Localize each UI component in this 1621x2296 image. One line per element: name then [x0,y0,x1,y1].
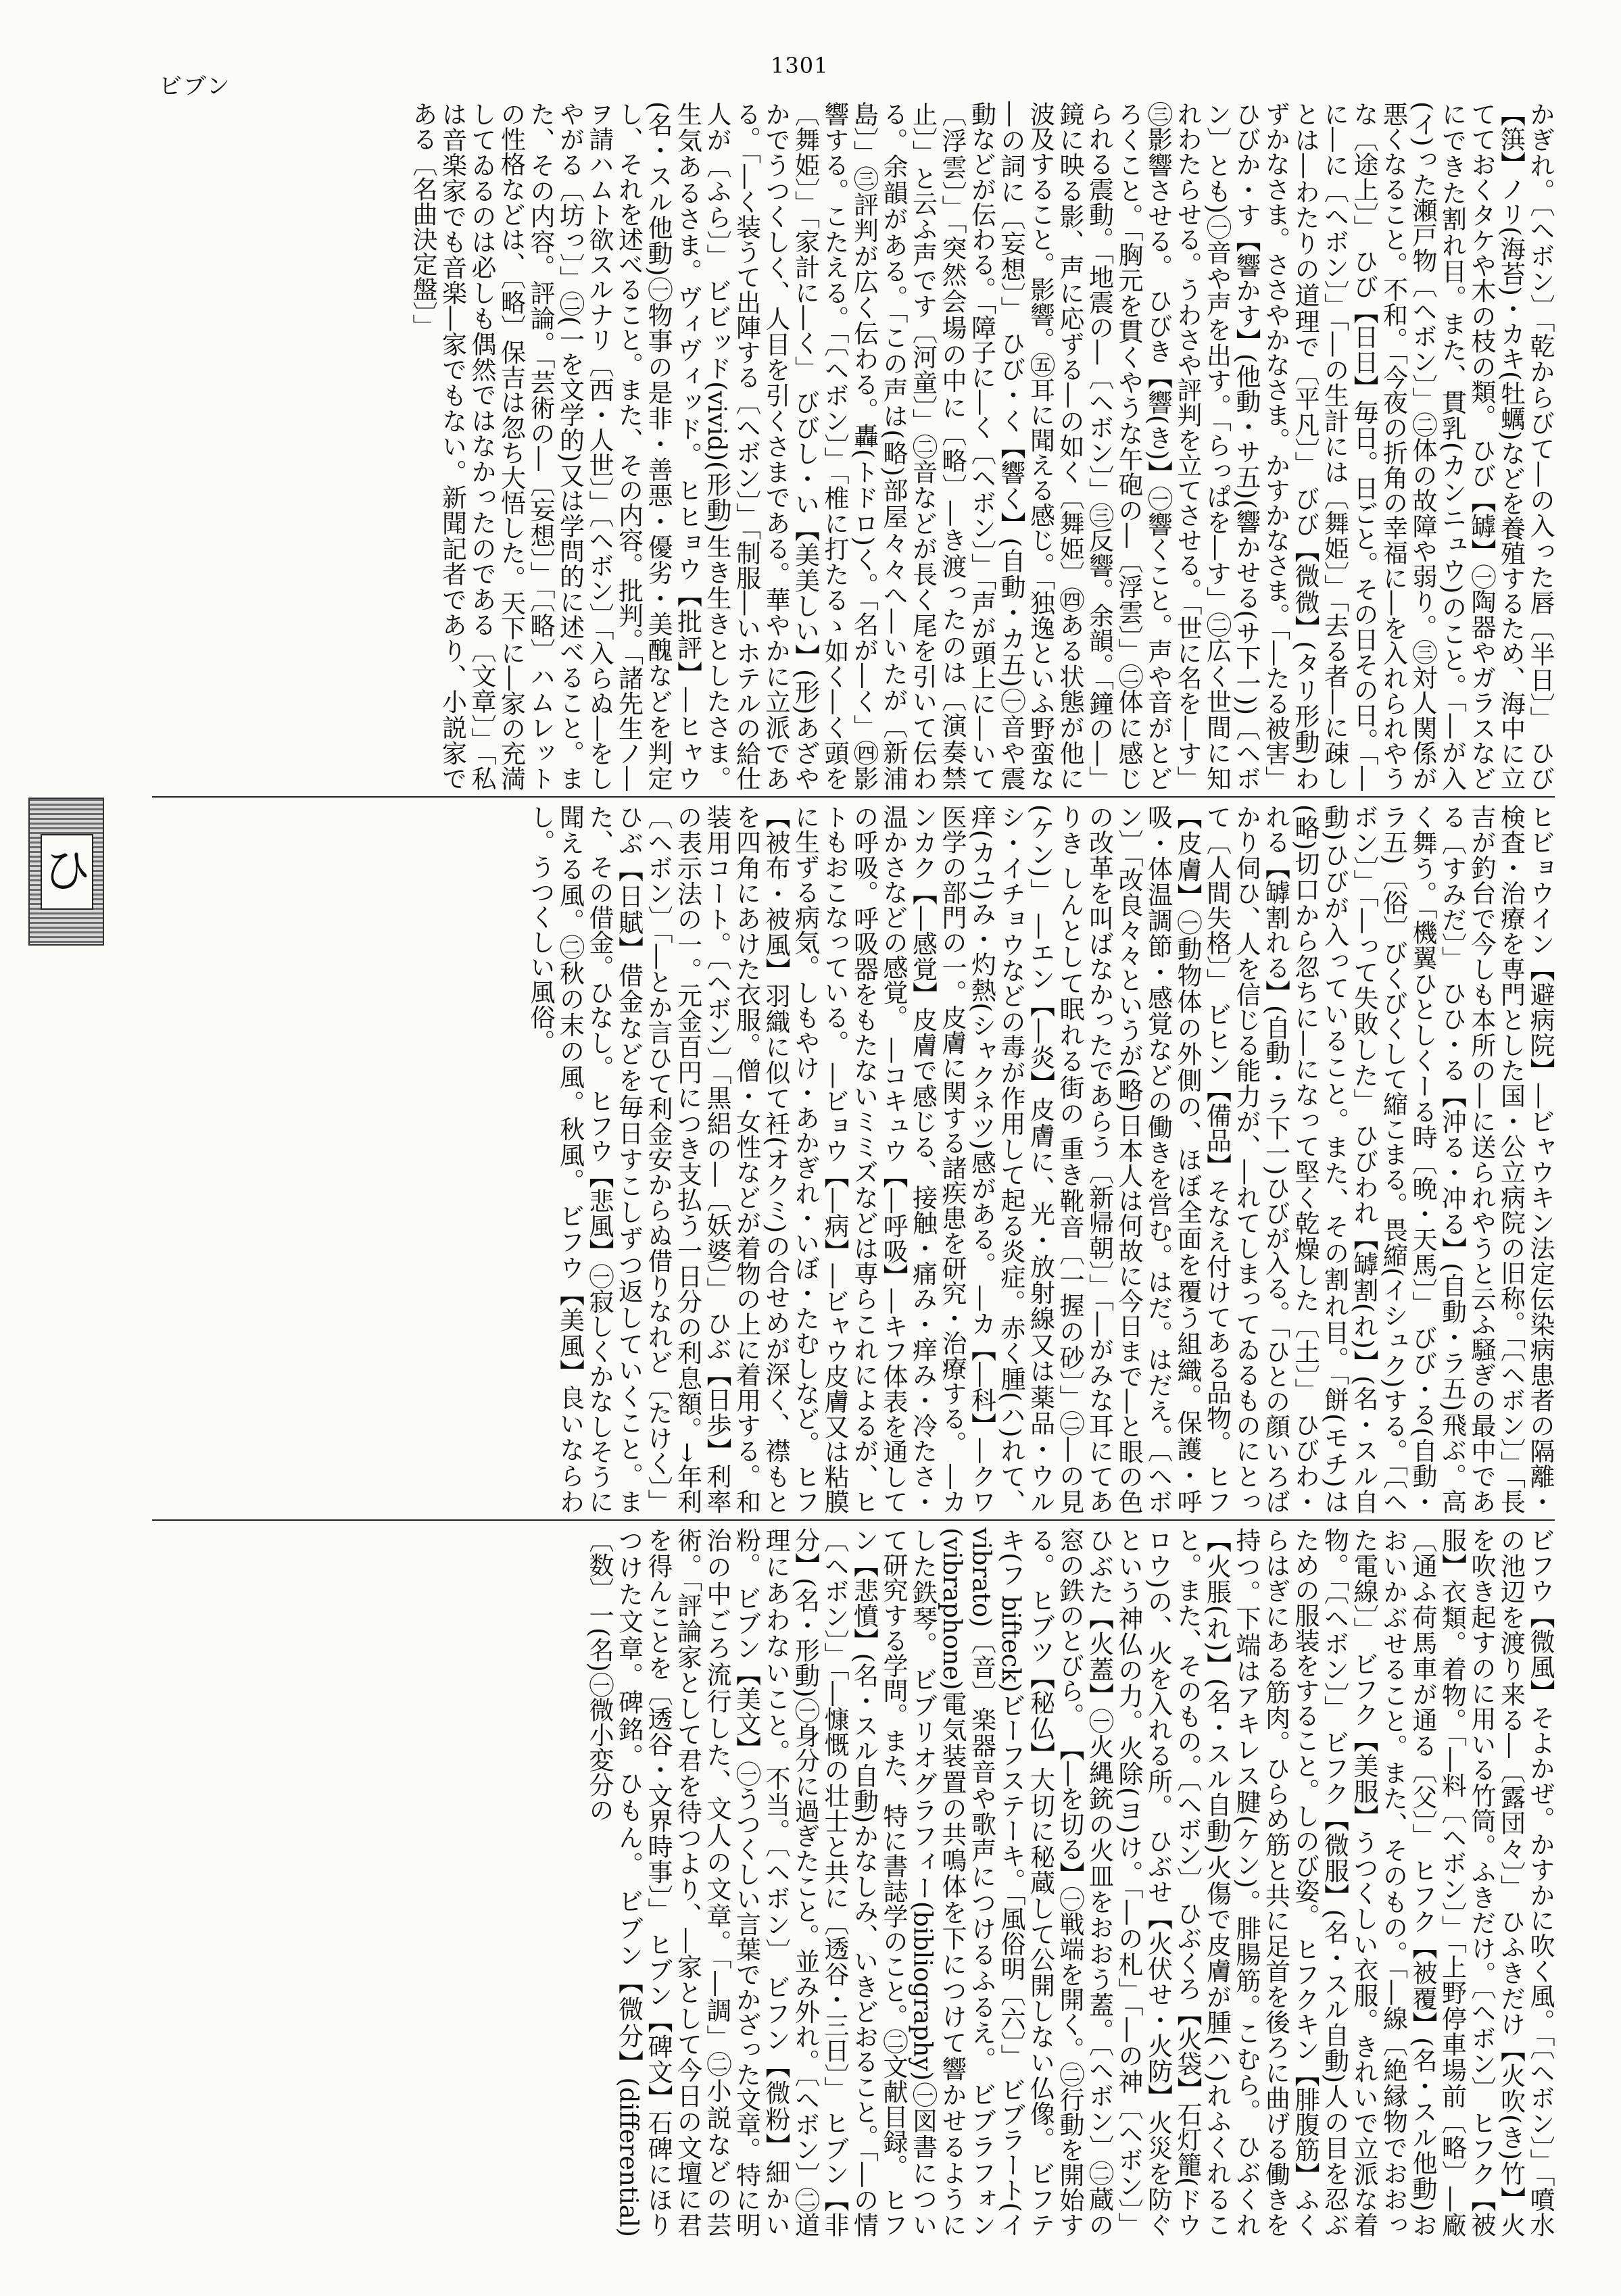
dictionary-tier-bottom [152,1528,1555,2237]
thumb-index-tab [28,798,104,946]
dictionary-entries: かぎれ。〔ヘボン〕「乾からびて―の入った唇〔半日〕」 ひび【篊】ノリ(海苔)・カキ(牡蠣)などを養殖するため、海中に立てておくタケや木の枝の類。 ひび【罅】㊀陶器やガラスなどにできた割れ目。また、貫乳(カンニュウ)のこと。「―が入(イ)った瀬戸物〔ヘボン〕」㊁体の故障や弱り。㊂対人関係が悪くなること。不和。「今夜の折角の幸福に―を入れられやうな〔途上〕」 ひび【日日】毎日。日ごと。その日その日。「―に―に〔ヘボン〕」「―の生計には〔舞姫〕」「去る者―に疎しとは―わたりの道理で〔平凡〕」 びび【微微】(タリ形動)わずかなさま。ささやかなさま。かすかなさま。「―たる被害」 ひびか・す【響かす】(他動・サ五)(響かせる(サ下一))〔ヘボン〕とも)㊀音や声を出す。「らっぱを―す」㊁広く世間に知れわたらせる。うわさや評判を立てさせる。「世に名を―す」㊂影響させる。 ひびき【響(き)】㊀響くこと。声や音がとどろくこと。「胸元を貫くやうな午砲の―〔浮雲〕」㊁体に感じられる震動。「地震の―〔ヘボン〕」㊂反響。余韻。「鐘の―」鏡に映る影、声に応ずる―の如く〔舞姫〕㊃ある状態が他に波及すること。影響。㊄耳に聞える感じ。「独逸といふ野蛮な―の詞に〔妄想〕」 ひび・く【響く】(自動・カ五)㊀音や震動などが伝わる。「障子に―く〔ヘボン〕」「声が頭上に―いて〔浮雲〕」「突然会場の中に〔略〕―き渡ったのは〔演奏禁止〕」と云ふ声です〔河童〕」㊁音などが長く尾を引いて伝わる。余韻がある。「この声は(略)部屋々々へ―いたが〔新浦島〕」㊂評判が広く伝わる。轟(トドロ)く。「名が―く」㊃影響する。こたえる。「〔ヘボン〕」「椎に打たるゝ如く―く頭を〔舞姫〕」「家計に―く」 びびし・い【美美しい】(形)あざやかでうつくしく、人目を引くさまである。華やかに立派である。「―く装うて出陣する〔ヘボン〕」「制服―いホテルの給仕人が〔ふら〕」 ビビッド(vivid)(形動)生き生きとしたさま。生気あるさま。ヴィヴィッド。 ヒヒョウ【批評】―ヒャウ(名・スル他動)㊀物事の是非・善悪・優劣・美醜などを判定し、それを述べること。また、その内容。批判。「諸先生ノ―ヲ請ハムト欲スルナリ〔西・人世〕」〔ヘボン〕「入らぬ―をしやがる〔坊っ〕」㊁(一を文学的)又は学問的に述べること。また、その内容。評論。「芸術の―〔妄想〕」「〔略〕ハムレットの性格などは、〔略〕保吉は忽ち大悟した。天下に―家の充満してゐるのは必しも偶然ではなかったのである〔文章〕」「私は音楽家でも音楽―家でもない。新聞記者であり、小説家である〔名曲決定盤〕」 [408,101,1555,791]
tier-divider [152,1519,1555,1521]
running-head: ビブン [159,73,231,100]
dictionary-tier-top [152,101,1555,791]
vertical-text-columns [152,1528,1555,2237]
tier-divider [152,796,1555,798]
thumb-index-letter: ひ [41,834,93,910]
dictionary-tier-middle [152,804,1555,1514]
dictionary-entries: ヒビョウイン【避病院】―ビャウキン法定伝染病患者の隔離・検査・治療を専門とした国・公立病院の旧称。「〔ヘボン〕」「長吉が釣台で今しも本所の―に送られやうと云ふ騒ぎの最中である〔すみだ〕」 ひひ・る【沖る・冲る】(自動・ラ五)飛ぶ。高く舞う。「機翼ひとしくーる時〔晩・天馬〕」 びび・る(自動・ラ五)〔俗〕びくびくして縮こまる。畏縮(イシュク)する。「〔ヘボン〕」「―って失敗した」 ひびわれ【罅割(れ)】(名・スル自動)ひびが入っていること。また、その割れ目。「餅(モチ)は(略)切口から忽ちに―になって堅く乾燥した〔土〕」 ひびわ・れる【罅割れる】(自動・ラ下一)ひびが入る。「ひとの顔いろばかり伺ひ、人を信じる能力が、―れてしまってゐるものにとって〔人間失格〕」 ビヒン【備品】そなえ付けてある品物。 ヒフ【皮膚】㊀動物体の外側の、ほぼ全面を覆う組織。保護・呼吸・体温調節・感覚などの働きを営む。はだ。はだえ。〔ヘボン〕「改良々々というが(略)日本人は何故に今日まで―と眼の色の改革を叫ばなかったであらう〔新帰朝〕」「―がみな耳にてありき しんとして眠れる街の 重き靴音〔一握の砂〕」㊁―の見(ケン)」 ―エン【―炎】皮膚に、光・放射線又は薬品・ウルシ・イチョウなどの毒が作用して起る炎症。赤く腫(ハ)れて、痒(カユ)み・灼熱(シャクネツ)感がある。 ―カ【―科】―クワ医学の部門の一。皮膚に関する諸疾患を研究・治療する。 ―カンカク【―感覚】皮膚で感じる、接触・痛み・痒み・冷たさ・温かさなどの感覚。 ―コキュウ【―呼吸】―キフ体表を通しての呼吸。呼吸器をもたないミミズなどは専らこれによるが、ヒトもおこなっている。 ―ビョウ【―病】―ビャウ皮膚又は粘膜に生ずる病気。しもやけ・あかぎれ・いぼ・たむしなど。 ヒフ【被布・被風】羽織に似て衽(オクミ)の合せめが深く、襟もとを四角にあけた衣服。僧・女性などが着物の上に着用する。和装用コート。〔ヘボン〕「黒絽の―〔妖婆〕」 ひぶ【日歩】利率の表示法の一。元金百円につき支払う一日分の利息額。→年利〔ヘボン〕「―とか言ひて利金安からぬ借りなれど〔たけく〕」 ひぶ【日賦】借金などを毎日すこしずつ返していくこと。また、その借金。ひなし。 ヒフウ【悲風】㊀寂しくかなしそうに聞える風。㊁秋の末の風。秋風。 ビフウ【美風】良いならわし。うつくしい風俗。 [526,804,1555,1514]
page-number: 1301 [771,53,829,78]
vertical-text-columns [152,101,1555,791]
dictionary-entries: ビフウ【微風】そよかぜ。かすかに吹く風。「〔ヘボン〕」「噴水の池辺を渡り来る―〔露団々〕」 ひふきだけ【火吹(き)竹】火を吹き起すのに用いる竹筒。ふきだけ。〔ヘボン〕 ヒフク【被服】衣類。着物。「―料〔ヘボン〕」「上野停車場前〔略〕―廠〔通ふ荷馬車が通る〔父〕」 ヒフク【被覆】(名・スル他動)おおいかぶせること。また、そのもの。「―線〔絶縁物でおおった電線〕」 ビフク【美服】うつくしい衣服。きれいで立派な着物。「〔ヘボン〕」 ビフク【微服】(名・スル自動)人の目を忍ぶための服装をすること。しのび姿。 ヒフクキン【腓腹筋】ふくらはぎにある筋肉。ひらめ筋と共に足首を後ろに曲げる働きを持つ。下端はアキレス腱(ケン)。腓腸筋。こむら。 ひぶくれ【火脹(れ)】(名・スル自動)火傷で皮膚が腫(ハ)れふくれること。また、そのもの。〔ヘボン〕 ひぶくろ【火袋】石灯籠(ドウロウ)の、火を入れる所。 ひぶせ【火伏せ・火防】火災を防ぐという神仏の力。火除(ヨ)け。「―の札」「―の神〔ヘボン〕」 ひぶた【火蓋】㊀火縄銃の火皿をおおう蓋。〔ヘボン〕㊁蔵の窓の鉄のとびら。 【―を切る】㊀戦端を開く。㊁行動を開始する。 ヒブツ【秘仏】大切に秘蔵して公開しない仏像。 ビフテキ(フ bifteck)ビーフステーキ。「風俗明〔六〕」 ビブラート(イ vibrato)〔音〕楽器音や歌声につけるふるえ。 ビブラフォン(vibraphone)電気装置の共鳴体を下につけて響かせるようにした鉄琴。 ビブリオグラフィー(bibliography)㊀図書について研究する学問。また、特に書誌学のこと。㊁文献目録。 ヒフン【悲憤】(名・スル自動)かなしみ、いきどおること。「―の情〔ヘボン〕」「―慷慨の壮士と共に〔透谷・三日〕」 ヒブン【非分】(名・形動)㊀身分に過ぎたこと。並み外れ。〔ヘボン〕㊁道理にあわないこと。不当。〔ヘボン〕 ビフン【微粉】細かい粉。 ビブン【美文】㊀うつくしい言葉でかざった文章。特に明治の中ごろ流行した、文人の文章。「―調」㊁小説などの芸術。「評論家として君を待つより、―家として今日の文壇に君を得んことを〔透谷・文界時事〕」 ヒブン【碑文】石碑にほりつけた文章。碑銘。ひもん。 ビブン【微分】(differential)〔数〕一(名)㊀微小変分の [585,1528,1555,2237]
vertical-text-columns [152,804,1555,1514]
